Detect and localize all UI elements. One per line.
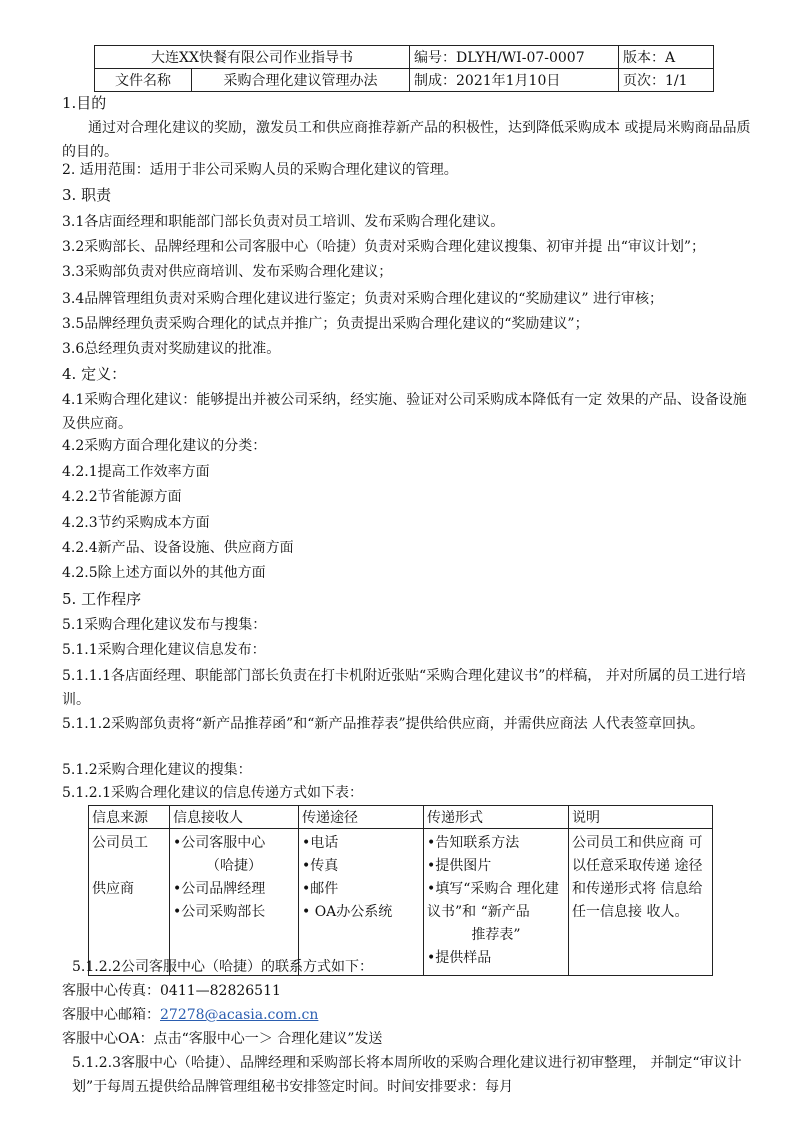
doc-version: 版本：A bbox=[619, 46, 714, 69]
receiver-brand-manager: •公司品牌经理 bbox=[173, 881, 266, 897]
doc-name: 采购合理化建议管理办法 bbox=[192, 69, 410, 92]
form-sample: •提供样品 bbox=[427, 950, 492, 966]
header-table bbox=[94, 45, 714, 92]
category-4-2-4: 4.2.4新产品、设备设施、供应商方面 bbox=[62, 540, 294, 556]
duty-3-3: 3.3采购部负责对供应商培训、发布采购合理化建议； bbox=[62, 264, 393, 280]
section-purpose-heading: 1.目的 bbox=[62, 94, 107, 112]
form-contact: •告知联系方法 bbox=[427, 835, 520, 851]
table-header-channel: 传递途径 bbox=[299, 806, 424, 829]
doc-name-label: 文件名称 bbox=[95, 69, 192, 92]
duty-3-1: 3.1各店面经理和职能部门部长负责对员工培训、发布采购合理化建议。 bbox=[62, 214, 505, 230]
procedure-5-1-1-1: 5.1.1.1各店面经理、职能部门部长负责在打卡机附近张贴“采购合理化建议书”的样稿， 并对所属的员工进行培训。 bbox=[62, 668, 746, 708]
table-header-source: 信息来源 bbox=[89, 806, 170, 829]
receiver-service-center-sub: （哈捷） bbox=[206, 858, 262, 874]
form-fill-in: •填写“采购合 理化建议书”和 “新产品 bbox=[427, 881, 559, 920]
form-picture: •提供图片 bbox=[427, 858, 492, 874]
table-cell-note bbox=[569, 829, 713, 976]
duty-3-5: 3.5品牌经理负责采购合理化的试点并推广；负责提出采购合理化建议的“奖励建议”； bbox=[62, 316, 589, 332]
procedure-5-1: 5.1采购合理化建议发布与搜集： bbox=[62, 617, 267, 633]
channel-mail: •邮件 bbox=[302, 881, 339, 897]
note-text: 公司员工和供应商 可以任意采取传递 途径和传递形式将 信息给任一信息接 收人。 bbox=[572, 835, 703, 920]
procedure-5-1-2: 5.1.2采购合理化建议的搜集： bbox=[62, 762, 252, 778]
receiver-service-center: •公司客服中心 bbox=[173, 835, 266, 851]
procedure-5-1-2-1: 5.1.2.1采购合理化建议的信息传递方式如下表： bbox=[62, 785, 363, 801]
source-employee: 公司员工 bbox=[92, 835, 148, 851]
section-definition-heading: 4. 定义： bbox=[62, 365, 127, 383]
table-cell-channel bbox=[299, 829, 424, 976]
table-cell-form bbox=[424, 829, 569, 976]
table-cell-receiver bbox=[170, 829, 299, 976]
category-4-2-2: 4.2.2节省能源方面 bbox=[62, 489, 182, 505]
company-title: 大连XX快餐有限公司作业指导书 bbox=[95, 46, 410, 69]
table-header-receiver: 信息接收人 bbox=[170, 806, 299, 829]
definition-4-1: 4.1采购合理化建议：能够提出并被公司采纳，经实施、验证对公司采购成本降低有一定 效果的产品、设备设施及供应商。 bbox=[62, 392, 747, 432]
doc-made-date: 制成：2021年1月10日 bbox=[410, 69, 619, 92]
channel-phone: •电话 bbox=[302, 835, 339, 851]
section-purpose-body: 通过对合理化建议的奖励，激发员工和供应商推荐新产品的积极性，达到降低采购成本 或提局米购商品品质的目的。 bbox=[62, 120, 751, 160]
table-cell-source bbox=[89, 829, 170, 976]
form-fill-in-cont: 推荐表” bbox=[471, 927, 521, 943]
category-4-2-5: 4.2.5除上述方面以外的其他方面 bbox=[62, 565, 266, 581]
table-header-form: 传递形式 bbox=[424, 806, 569, 829]
channel-oa: • OA办公系统 bbox=[302, 904, 393, 920]
procedure-5-1-1: 5.1.1采购合理化建议信息发布： bbox=[62, 642, 266, 658]
channel-fax: •传真 bbox=[302, 858, 339, 874]
category-4-2-1: 4.2.1提高工作效率方面 bbox=[62, 464, 210, 480]
procedure-5-1-2-2: 5.1.2.2公司客服中心（哈捷）的联系方式如下： bbox=[72, 959, 373, 975]
contact-fax: 客服中心传真：0411—82826511 bbox=[62, 983, 281, 999]
source-supplier: 供应商 bbox=[92, 881, 134, 897]
definition-4-2: 4.2采购方面合理化建议的分类： bbox=[62, 438, 267, 454]
section-scope: 2. 适用范围：适用于非公司采购人员的采购合理化建议的管理。 bbox=[62, 162, 458, 178]
duty-3-6: 3.6总经理负责对奖励建议的批准。 bbox=[62, 341, 281, 357]
contact-email-line bbox=[62, 1003, 318, 1027]
section-procedure-heading: 5. 工作程序 bbox=[62, 590, 142, 608]
category-4-2-3: 4.2.3节约采购成本方面 bbox=[62, 515, 210, 531]
receiver-purchasing-head: •公司采购部长 bbox=[173, 904, 266, 920]
section-duties-heading: 3. 职责 bbox=[62, 186, 112, 204]
contact-email-label: 客服中心邮箱： bbox=[62, 1007, 160, 1023]
procedure-5-1-1-2: 5.1.1.2采购部负责将“新产品推荐函”和“新产品推荐表”提供给供应商，并需供应商法 人代表签章回执。 bbox=[62, 716, 705, 732]
info-transfer-table bbox=[88, 805, 713, 976]
table-row bbox=[89, 829, 713, 976]
duty-3-4: 3.4品牌管理组负责对采购合理化建议进行鉴定；负责对采购合理化建议的“奖励建议” 进行审核； bbox=[62, 291, 664, 307]
duty-3-2: 3.2采购部长、品牌经理和公司客服中心（哈捷）负责对采购合理化建议搜集、初审并提 出“审议计划”； bbox=[62, 239, 706, 255]
procedure-5-1-2-3: 5.1.2.3客服中心（哈捷）、品牌经理和采购部长将本周所收的采购合理化建议进行初审整理， 并制定“审议计划”于每周五提供给品牌管理组秘书安排签定时间。时间安排要求：每月 bbox=[72, 1055, 742, 1095]
contact-oa: 客服中心OA：点击“客服中心一＞ 合理化建议”发送 bbox=[62, 1031, 383, 1047]
table-header-note: 说明 bbox=[569, 806, 713, 829]
doc-page: 页次：1/1 bbox=[619, 69, 714, 92]
contact-email-link[interactable]: 27278@acasia.com.cn bbox=[160, 1007, 319, 1023]
doc-code: 编号：DLYH/WI-07-0007 bbox=[410, 46, 619, 69]
